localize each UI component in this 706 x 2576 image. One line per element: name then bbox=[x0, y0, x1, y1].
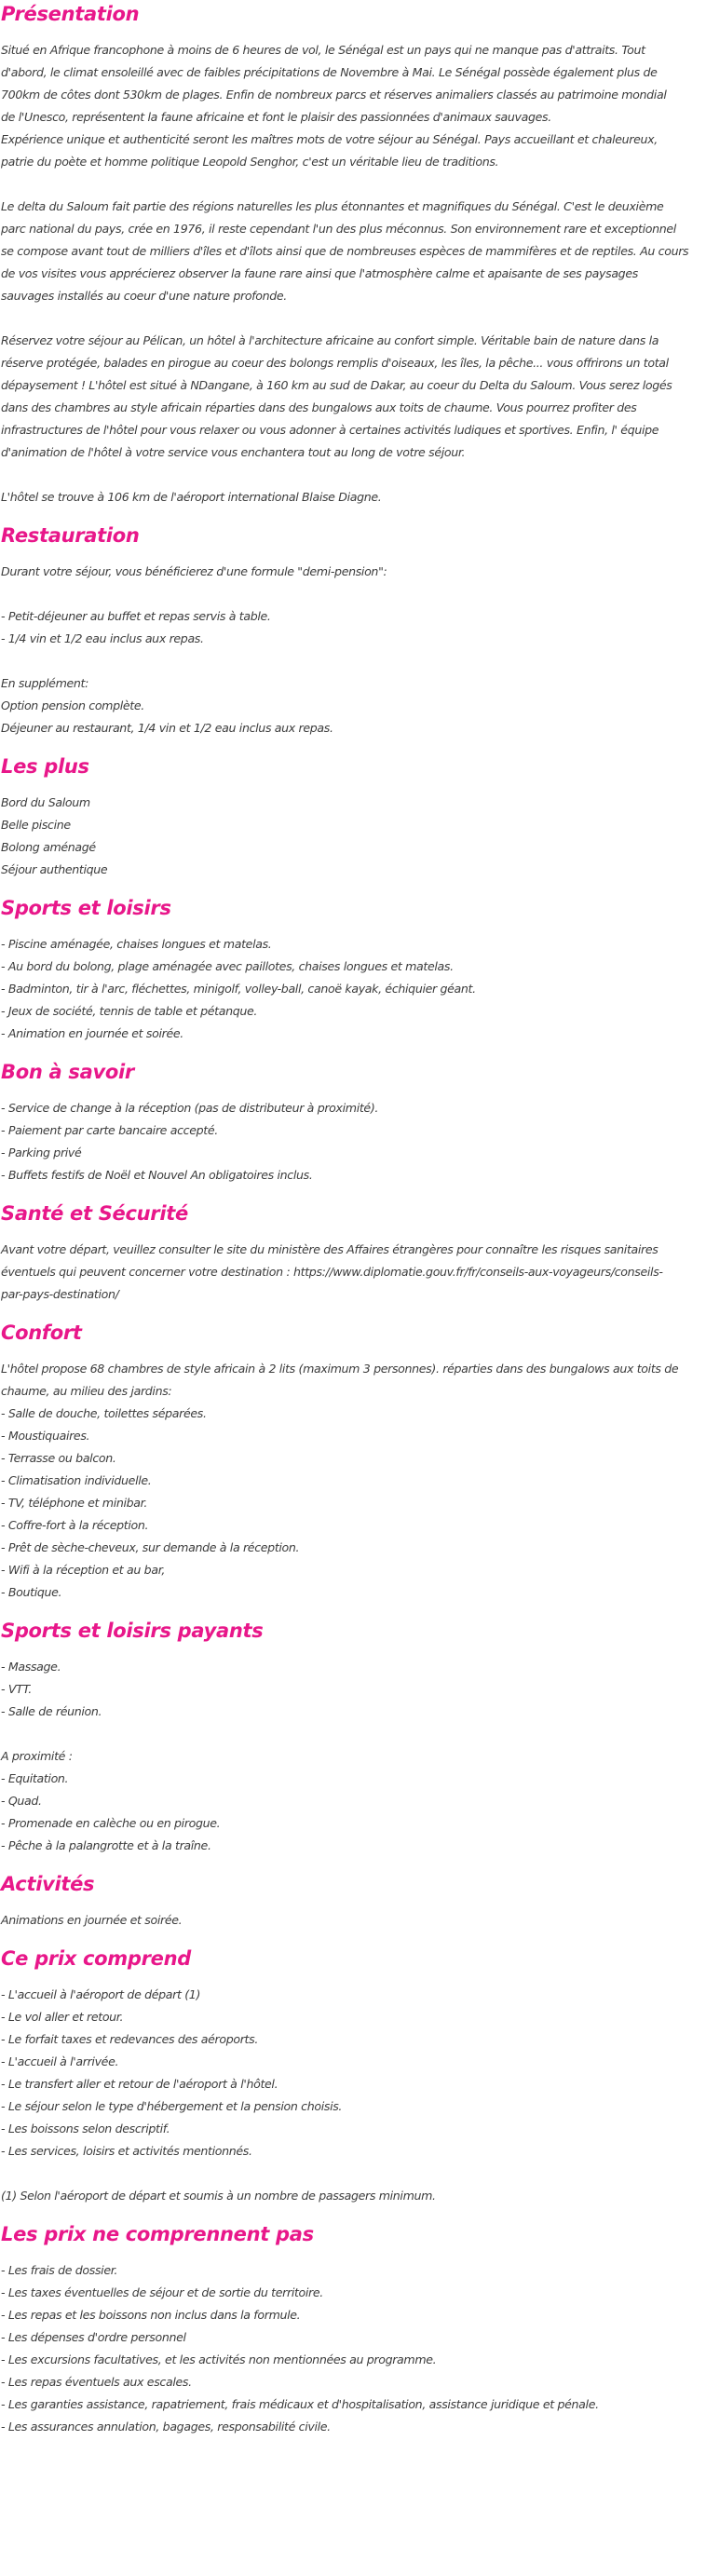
text-line: - Climatisation individuelle. bbox=[1, 1473, 152, 1487]
text-line: - Piscine aménagée, chaises longues et matelas. bbox=[1, 937, 272, 951]
text-line: Option pension complète. bbox=[1, 698, 144, 712]
text-line: Expérience unique et authenticité seront les maîtres mots de votre séjour au Sénégal. Pays accueillant et chaleureux, bbox=[1, 132, 658, 146]
section-prix-ne-comprend bbox=[1, 2222, 703, 2438]
text-line: - Les dépenses d'ordre personnel bbox=[1, 2330, 186, 2344]
text-line: - Pêche à la palangrotte et à la traîne. bbox=[1, 1838, 211, 1852]
text-line: - Le séjour selon le type d'hébergement et la pension choisis. bbox=[1, 2099, 343, 2113]
text-line: - Boutique. bbox=[1, 1585, 62, 1599]
text-line: - VTT. bbox=[1, 1682, 32, 1696]
text-line: patrie du poète et homme politique Leopold Senghor, c'est un véritable lieu de traditions. bbox=[1, 155, 499, 169]
text-line: - Parking privé bbox=[1, 1146, 82, 1159]
section-title: Les plus bbox=[1, 755, 89, 778]
blank-line bbox=[1, 2162, 703, 2185]
text-line: - Service de change à la réception (pas de distributeur à proximité). bbox=[1, 1101, 379, 1115]
text-line: - Les excursions facultatives, et les activités non mentionnées au programme. bbox=[1, 2352, 437, 2366]
text-line: - Les repas éventuels aux escales. bbox=[1, 2375, 192, 2389]
text-line: de vos visites vous apprécierez observer la faune rare ainsi que l'atmosphère calme et apaisante de ses paysages bbox=[1, 266, 638, 280]
text-line: chaume, au milieu des jardins: bbox=[1, 1384, 172, 1398]
section-prix-comprend bbox=[1, 1946, 703, 2222]
section-les-plus bbox=[1, 754, 703, 896]
text-line: Bord du Saloum bbox=[1, 795, 90, 809]
text-line: Avant votre départ, veuillez consulter le site du ministère des Affaires étrangères pour connaître les risques sanitaires bbox=[1, 1242, 658, 1256]
text-line: Déjeuner au restaurant, 1/4 vin et 1/2 eau inclus aux repas. bbox=[1, 721, 333, 735]
text-line: L'hôtel se trouve à 106 km de l'aéroport international Blaise Diagne. bbox=[1, 490, 382, 504]
section-title: Présentation bbox=[1, 3, 140, 25]
text-line: - Prêt de sèche-cheveux, sur demande à la réception. bbox=[1, 1540, 300, 1554]
text-line: - Salle de réunion. bbox=[1, 1704, 102, 1718]
section-sports-payants bbox=[1, 1619, 703, 1872]
text-line: En supplément: bbox=[1, 676, 88, 690]
blank-line bbox=[1, 1723, 703, 1745]
section-title: Bon à savoir bbox=[1, 1061, 134, 1083]
text-line: - Paiement par carte bancaire accepté. bbox=[1, 1123, 218, 1137]
section-title: Confort bbox=[1, 1322, 82, 1344]
section-title: Santé et Sécurité bbox=[1, 1202, 188, 1225]
text-line: - Les taxes éventuelles de séjour et de sortie du territoire. bbox=[1, 2285, 323, 2299]
text-line: infrastructures de l'hôtel pour vous relaxer ou vous adonner à certaines activités ludiques et sportives. Enfin, l' équipe bbox=[1, 423, 659, 437]
text-line: - Coffre-fort à la réception. bbox=[1, 1518, 149, 1532]
text-line: - Les garanties assistance, rapatriement, frais médicaux et d'hospitalisation, assistance juridique et pénale. bbox=[1, 2397, 599, 2411]
blank-line bbox=[1, 583, 703, 605]
section-presentation bbox=[1, 2, 703, 523]
text-line: - Les assurances annulation, bagages, responsabilité civile. bbox=[1, 2420, 331, 2434]
text-line: Belle piscine bbox=[1, 818, 71, 832]
section-activites bbox=[1, 1872, 703, 1946]
text-line: - Le vol aller et retour. bbox=[1, 2010, 124, 2024]
section-sports-loisirs bbox=[1, 896, 703, 1060]
text-line: réserve protégée, balades en pirogue au coeur des bolongs remplis d'oiseaux, les îles, la pêche... vous offrirons un total bbox=[1, 356, 669, 370]
text-line: - Animation en journée et soirée. bbox=[1, 1026, 183, 1040]
blank-line bbox=[1, 307, 703, 330]
text-line: d'abord, le climat ensoleillé avec de faibles précipitations de Novembre à Mai. Le Sénégal possède également plus de bbox=[1, 65, 658, 79]
text-line: L'hôtel propose 68 chambres de style africain à 2 lits (maximum 3 personnes). réparties dans des bungalows aux toits de bbox=[1, 1362, 679, 1376]
text-line: - Les frais de dossier. bbox=[1, 2263, 118, 2277]
text-line: - Au bord du bolong, plage aménagée avec paillotes, chaises longues et matelas. bbox=[1, 959, 454, 973]
text-line: se compose avant tout de milliers d'îles et d'îlots ainsi que de nombreuses espèces de mammifères et de reptiles. Au cours bbox=[1, 244, 689, 258]
section-confort bbox=[1, 1321, 703, 1619]
text-line: - Les repas et les boissons non inclus dans la formule. bbox=[1, 2308, 301, 2322]
text-line: sauvages installés au coeur d'une nature profonde. bbox=[1, 289, 287, 303]
text-line: - Les boissons selon descriptif. bbox=[1, 2122, 170, 2135]
text-line: - Petit-déjeuner au buffet et repas servis à table. bbox=[1, 609, 271, 623]
text-line: Le delta du Saloum fait partie des régions naturelles les plus étonnantes et magnifiques du Sénégal. C'est le deuxième bbox=[1, 199, 664, 213]
text-line: Animations en journée et soirée. bbox=[1, 1913, 183, 1927]
text-line: Séjour authentique bbox=[1, 862, 108, 876]
text-line: éventuels qui peuvent concerner votre destination : https://www.diplomatie.gouv.fr/fr/conseils-aux-voyageurs/conseils- bbox=[1, 1265, 663, 1279]
text-line: Bolong aménagé bbox=[1, 840, 96, 854]
text-line: 700km de côtes dont 530km de plages. Enfin de nombreux parcs et réserves animaliers classés au patrimoine mondial bbox=[1, 88, 667, 102]
section-title: Sports et loisirs payants bbox=[1, 1620, 264, 1642]
text-line: Réservez votre séjour au Pélican, un hôtel à l'architecture africaine au confort simple. Véritable bain de nature dans la bbox=[1, 333, 659, 347]
section-restauration bbox=[1, 523, 703, 754]
text-line: dépaysement ! L'hôtel est situé à NDangane, à 160 km au sud de Dakar, au coeur du Delta du Saloum. Vous serez logés bbox=[1, 378, 672, 392]
text-line: - Le transfert aller et retour de l'aéroport à l'hôtel. bbox=[1, 2077, 278, 2091]
text-line: dans des chambres au style africain réparties dans des bungalows aux toits de chaume. Vous pourrez profiter des bbox=[1, 400, 637, 414]
text-line: par-pays-destination/ bbox=[1, 1287, 119, 1301]
text-line: - TV, téléphone et minibar. bbox=[1, 1496, 147, 1510]
text-line: - Quad. bbox=[1, 1794, 42, 1808]
section-title: Restauration bbox=[1, 524, 140, 547]
text-line: - L'accueil à l'aéroport de départ (1) bbox=[1, 1987, 201, 2001]
text-line: - Salle de douche, toilettes séparées. bbox=[1, 1406, 207, 1420]
section-title: Sports et loisirs bbox=[1, 897, 171, 919]
text-line: Situé en Afrique francophone à moins de 6 heures de vol, le Sénégal est un pays qui ne manque pas d'attraits. Tout bbox=[1, 43, 645, 57]
text-line: - Promenade en calèche ou en pirogue. bbox=[1, 1816, 221, 1830]
text-line: d'animation de l'hôtel à votre service vous enchantera tout au long de votre séjour. bbox=[1, 445, 466, 459]
text-line: - Equitation. bbox=[1, 1771, 69, 1785]
text-line: - L'accueil à l'arrivée. bbox=[1, 2054, 119, 2068]
section-title: Les prix ne comprennent pas bbox=[1, 2223, 314, 2245]
text-line: (1) Selon l'aéroport de départ et soumis à un nombre de passagers minimum. bbox=[1, 2189, 436, 2203]
text-line: - 1/4 vin et 1/2 eau inclus aux repas. bbox=[1, 631, 204, 645]
section-title: Activités bbox=[1, 1873, 95, 1895]
text-line: parc national du pays, crée en 1976, il reste cependant l'un des plus méconnus. Son environnement rare et exceptionnel bbox=[1, 222, 676, 236]
text-line: - Les services, loisirs et activités mentionnés. bbox=[1, 2144, 252, 2158]
text-line: - Badminton, tir à l'arc, fléchettes, minigolf, volley-ball, canoë kayak, échiquier géant. bbox=[1, 982, 476, 996]
text-line: - Le forfait taxes et redevances des aéroports. bbox=[1, 2032, 258, 2046]
section-title: Ce prix comprend bbox=[1, 1947, 191, 1970]
blank-line bbox=[1, 173, 703, 196]
text-line: - Massage. bbox=[1, 1660, 61, 1674]
text-line: - Wifi à la réception et au bar, bbox=[1, 1563, 166, 1577]
blank-line bbox=[1, 464, 703, 486]
text-line: - Moustiquaires. bbox=[1, 1429, 90, 1443]
section-bon-a-savoir bbox=[1, 1060, 703, 1201]
text-line: - Terrasse ou balcon. bbox=[1, 1451, 116, 1465]
text-line: Durant votre séjour, vous bénéficierez d'une formule "demi-pension": bbox=[1, 564, 387, 578]
product-description bbox=[0, 2, 703, 2438]
section-sante-securite bbox=[1, 1201, 703, 1321]
text-line: - Buffets festifs de Noël et Nouvel An obligatoires inclus. bbox=[1, 1168, 313, 1182]
text-line: de l'Unesco, représentent la faune africaine et font le plaisir des passionnées d'animaux sauvages. bbox=[1, 110, 551, 124]
text-line: - Jeux de société, tennis de table et pétanque. bbox=[1, 1004, 258, 1018]
blank-line bbox=[1, 650, 703, 672]
text-line: A proximité : bbox=[1, 1749, 73, 1763]
